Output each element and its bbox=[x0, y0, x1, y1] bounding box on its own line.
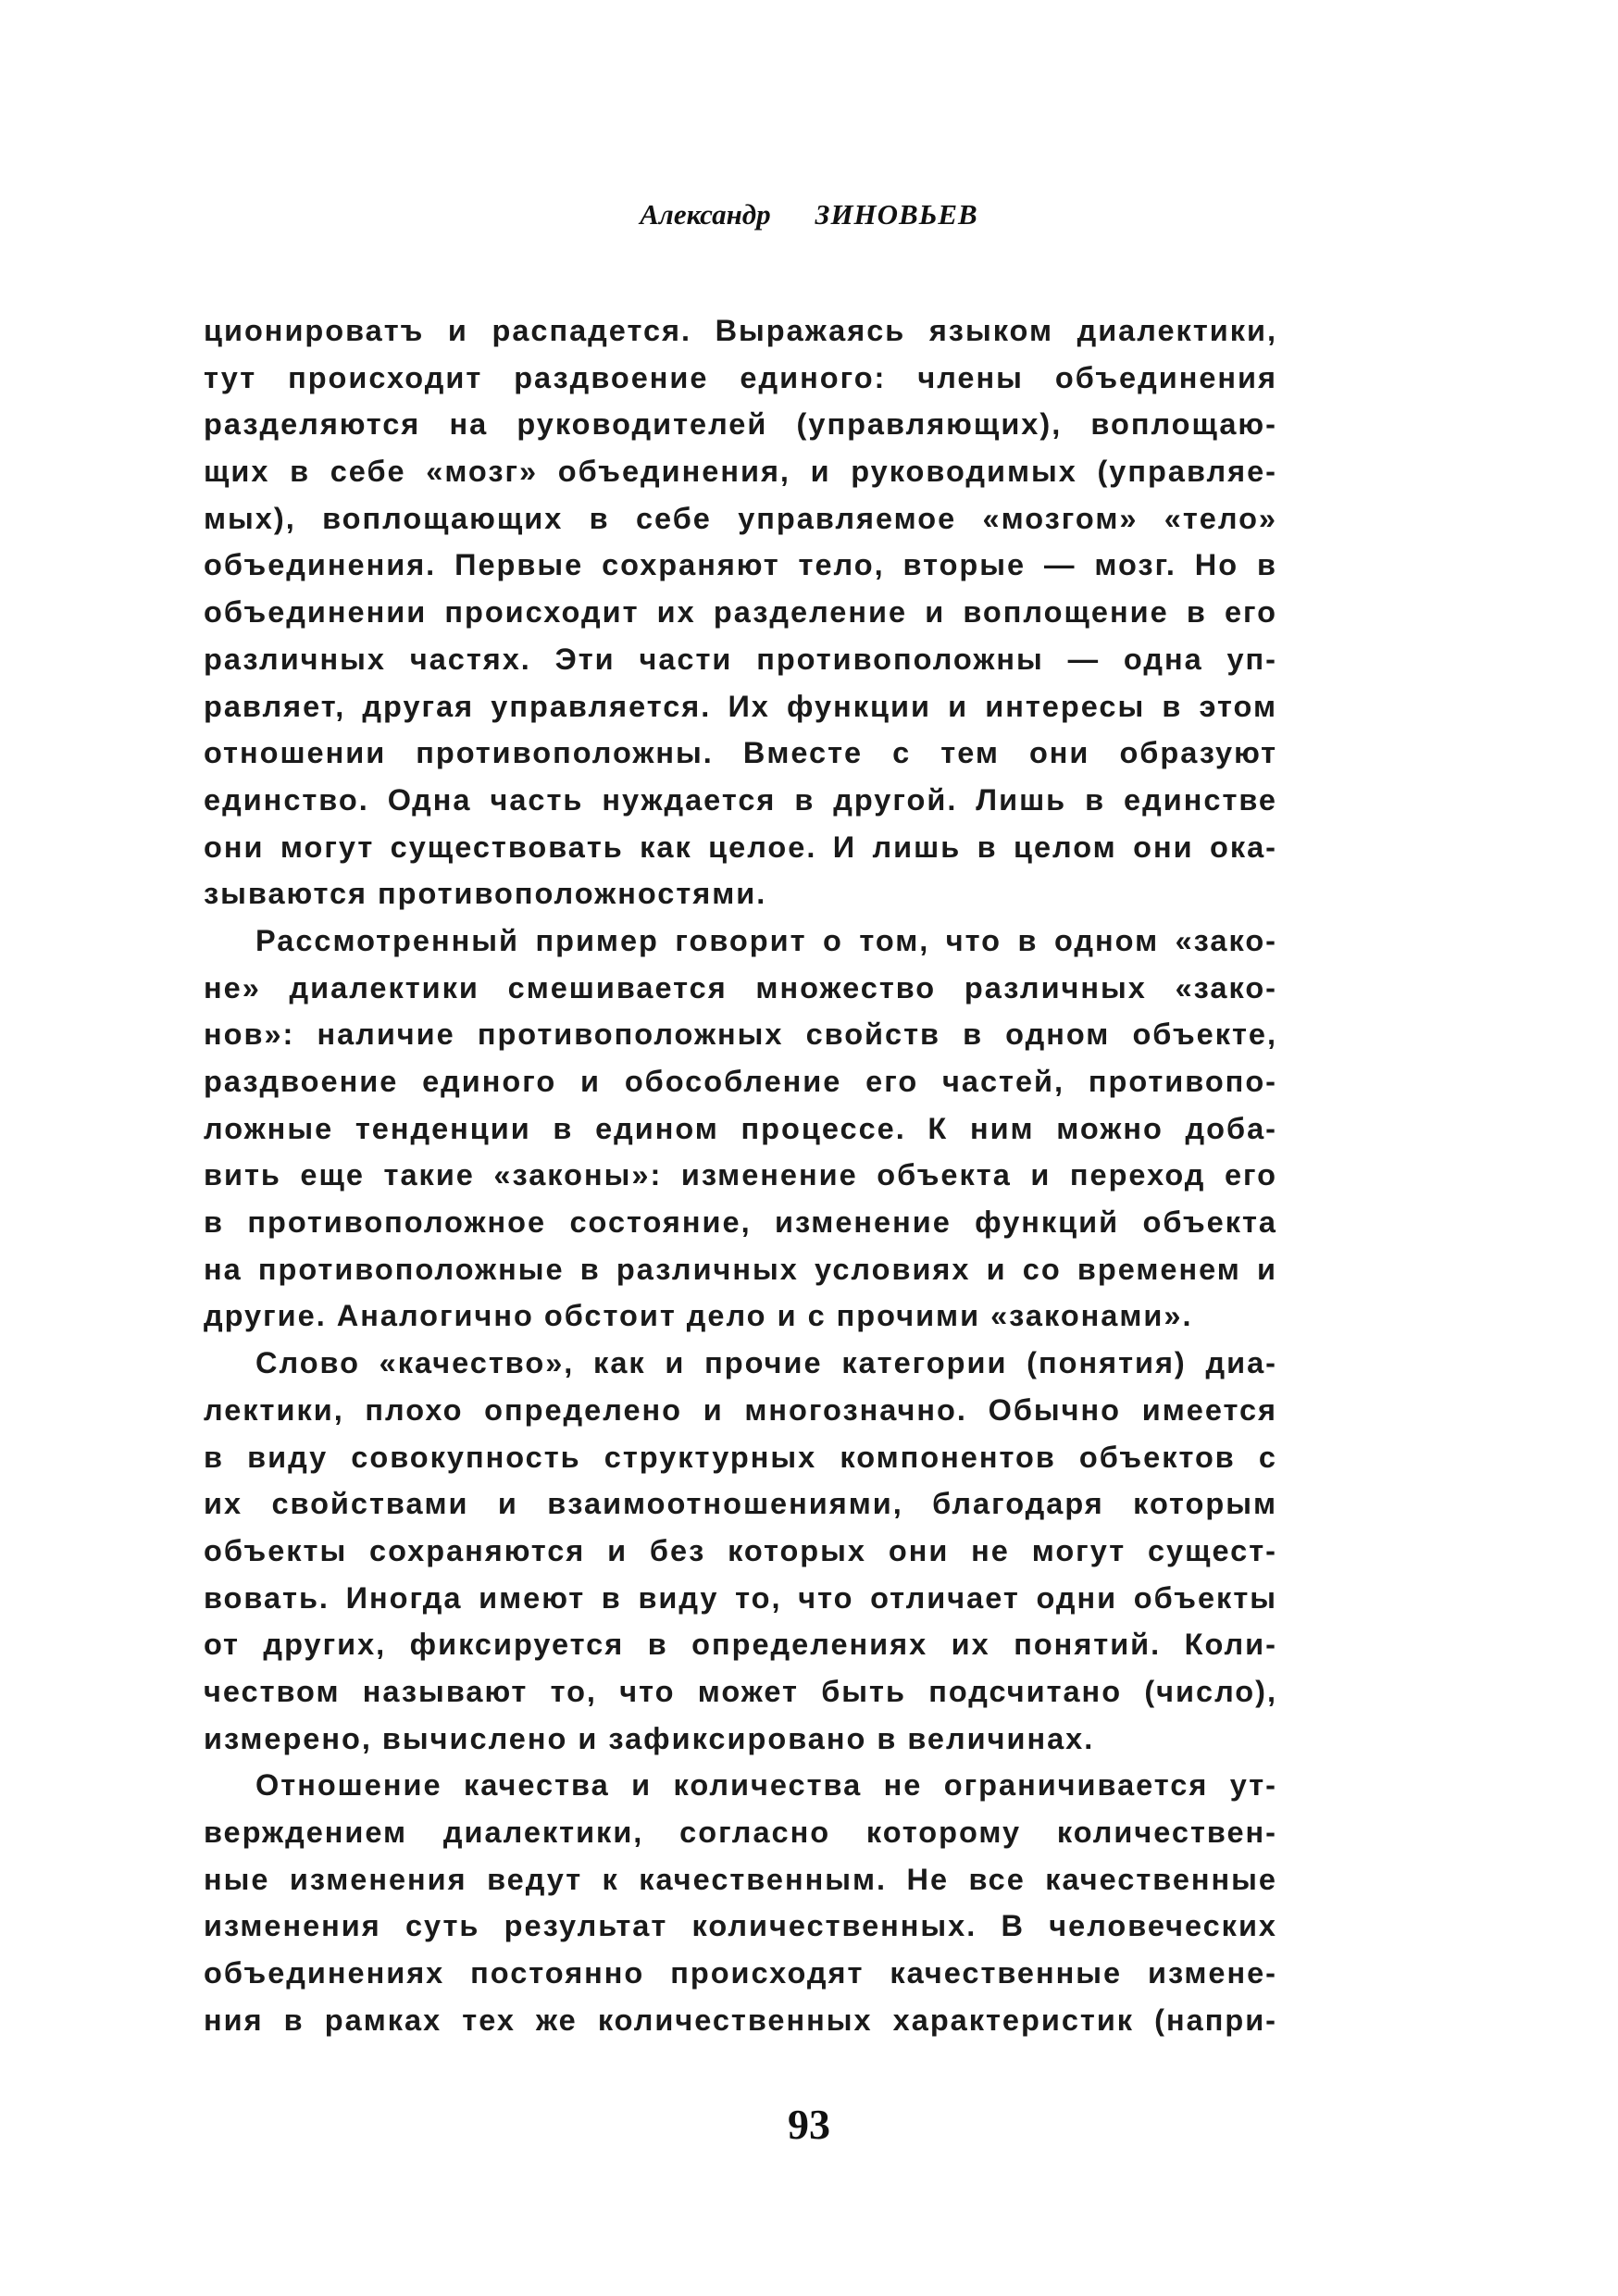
text-line: вовать. Иногда имеют в виду то, что отличает одни объекты bbox=[204, 1580, 1277, 1615]
text-line: мых), воплощающих в себе управляемое «мозгом» «тело» bbox=[204, 501, 1277, 535]
text-line: единство. Одна часть нуждается в другой. Лишь в единстве bbox=[204, 782, 1277, 817]
text-line: ложные тенденции в едином процессе. К ним можно доба- bbox=[204, 1111, 1277, 1145]
text-line: чеством называют то, что может быть подсчитано (число), bbox=[204, 1674, 1277, 1708]
text-line: ные изменения ведут к качественным. Не все качественные bbox=[204, 1862, 1277, 1896]
text-line: ционироватъ и распадется. Выражаясь языком диалектики, bbox=[204, 314, 1277, 347]
paragraph-first-line: Отношение качества и количества не ограничивается ут- bbox=[255, 1768, 1277, 1803]
text-line: объединения. Первые сохраняют тело, вторые — мозг. Но в bbox=[204, 548, 1277, 582]
text-line: разделяются на руководителей (управляющих), воплощаю- bbox=[204, 407, 1277, 442]
text-line: измерено, вычислено и зафиксировано в величинах. bbox=[204, 1721, 1095, 1755]
text-line: вить еще такие «законы»: изменение объекта и переход его bbox=[204, 1158, 1277, 1192]
text-line: отношении противоположны. Вместе с тем они образуют bbox=[204, 736, 1277, 770]
author-last-name: ЗИНОВЬЕВ bbox=[815, 198, 978, 231]
page-number: 93 bbox=[788, 2101, 830, 2148]
text-line: объединениях постоянно происходят качественные измене- bbox=[204, 1956, 1277, 1990]
text-line: нов»: наличие противоположных свойств в одном объекте, bbox=[204, 1017, 1277, 1052]
text-line: тут происходит раздвоение единого: члены объединения bbox=[204, 360, 1277, 394]
text-line: не» диалектики смешивается множество различных «зако- bbox=[204, 970, 1277, 1004]
text-line: от других, фиксируется в определениях их понятий. Коли- bbox=[204, 1628, 1277, 1662]
text-line: зываются противоположностями. bbox=[204, 877, 767, 911]
author-first-name: Александр bbox=[640, 198, 771, 231]
text-line: лектики, плохо определено и многозначно. Обычно имеется bbox=[204, 1392, 1277, 1427]
text-line: в противоположное состояние, изменение функций объекта bbox=[204, 1205, 1277, 1240]
text-line: равляет, другая управляется. Их функции и интересы в этом bbox=[204, 689, 1277, 723]
text-line: раздвоение единого и обособление его частей, противопо- bbox=[204, 1065, 1277, 1098]
text-line: в виду совокупность структурных компонентов объектов с bbox=[204, 1440, 1277, 1474]
running-head bbox=[0, 198, 1618, 231]
text-line: верждением диалектики, согласно которому количествен- bbox=[204, 1816, 1277, 1849]
text-line: изменения суть результат количественных. В человеческих bbox=[204, 1909, 1277, 1943]
text-line: их свойствами и взаимоотношениями, благодаря которым bbox=[204, 1487, 1277, 1521]
body-text bbox=[204, 307, 1277, 2043]
text-line: объекты сохраняются и без которых они не могут сущест- bbox=[204, 1533, 1277, 1567]
text-line: объединении происходит их разделение и воплощение в его bbox=[204, 595, 1277, 630]
text-line: они могут существовать как целое. И лишь в целом они ока- bbox=[204, 830, 1277, 864]
text-line: различных частях. Эти части противоположны — одна уп- bbox=[204, 642, 1277, 676]
paragraph-first-line: Рассмотренный пример говорит о том, что в одном «зако- bbox=[255, 923, 1277, 957]
paragraph-first-line: Слово «качество», как и прочие категории (понятия) диа- bbox=[255, 1346, 1277, 1380]
text-line: щих в себе «мозг» объединения, и руководимых (управляе- bbox=[204, 455, 1277, 489]
text-line: ния в рамках тех же количественных характеристик (напри- bbox=[204, 2003, 1277, 2037]
text-line: другие. Аналогично обстоит дело и с прочими «законами». bbox=[204, 1299, 1193, 1333]
text-line: на противоположные в различных условиях и со временем и bbox=[204, 1252, 1277, 1286]
